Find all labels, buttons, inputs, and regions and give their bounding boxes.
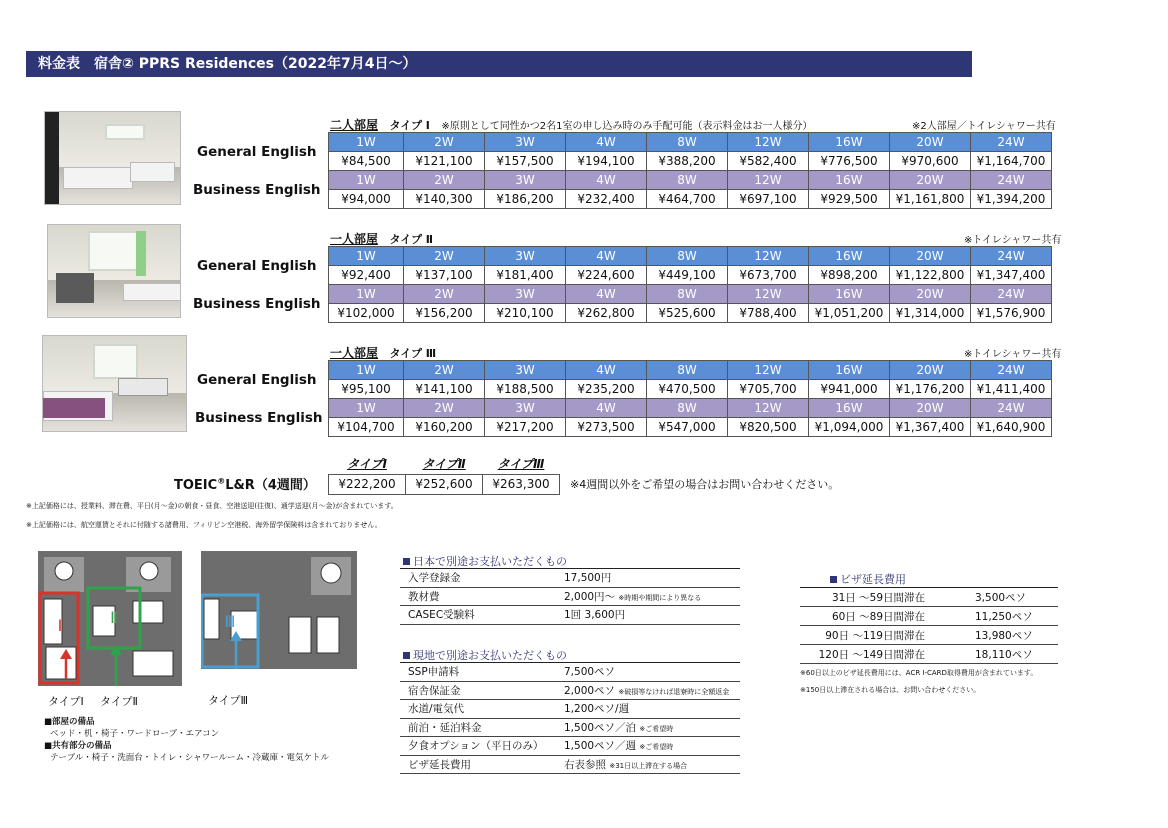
week-header: 24W — [971, 285, 1052, 304]
week-header: 1W — [329, 171, 404, 190]
toeic-price: ¥222,200 — [329, 474, 406, 494]
week-header: 8W — [647, 361, 728, 380]
price-cell: ¥157,500 — [485, 152, 566, 171]
local-fees-table — [400, 662, 740, 774]
week-header: 16W — [809, 171, 890, 190]
price-cell: ¥1,394,200 — [971, 190, 1052, 209]
week-header: 1W — [329, 133, 404, 152]
room-note: ※原則として同性かつ2名1室の申し込み時のみ手配可能（表示料金はお一人様分） — [441, 121, 813, 132]
week-header: 12W — [728, 399, 809, 418]
price-cell: ¥1,347,400 — [971, 266, 1052, 285]
week-header: 4W — [566, 171, 647, 190]
price-cell: ¥929,500 — [809, 190, 890, 209]
week-header: 8W — [647, 285, 728, 304]
toeic-note: ※4週間以外をご希望の場合はお問い合わせください。 — [570, 478, 840, 491]
week-header: 2W — [404, 247, 485, 266]
toeic-table — [328, 454, 560, 495]
price-cell: ¥156,200 — [404, 304, 485, 323]
toeic-type-header: タイプⅢ — [497, 457, 545, 472]
price-cell: ¥92,400 — [329, 266, 404, 285]
price-cell: ¥697,100 — [728, 190, 809, 209]
price-cell: ¥84,500 — [329, 152, 404, 171]
course-label-business: Business English — [193, 182, 321, 198]
price-cell: ¥673,700 — [728, 266, 809, 285]
room-header-type1 — [330, 116, 813, 133]
price-cell: ¥217,200 — [485, 418, 566, 437]
week-header: 1W — [329, 361, 404, 380]
visa-note: ※60日以上のビザ延長費用には、ACR I-CARD取得費用が含まれています。 — [800, 669, 1038, 677]
room-title: 一人部屋 — [330, 346, 379, 360]
price-cell: ¥1,411,400 — [971, 380, 1052, 399]
price-cell: ¥1,094,000 — [809, 418, 890, 437]
price-cell: ¥898,200 — [809, 266, 890, 285]
price-cell: ¥582,400 — [728, 152, 809, 171]
fee-row: 宿舎保証金 2,000ペソ ※破損等なければ退寮時に全額返金 — [400, 681, 740, 700]
price-cell: ¥941,000 — [809, 380, 890, 399]
room-title: 一人部屋 — [330, 232, 379, 246]
room-photo-type1 — [44, 111, 181, 205]
price-cell: ¥262,800 — [566, 304, 647, 323]
visa-row: 120日 ～149日間滞在 18,110ペソ — [800, 645, 1058, 664]
price-table-type1 — [328, 132, 1052, 209]
price-table-type3 — [328, 360, 1052, 437]
week-header: 12W — [728, 133, 809, 152]
week-header: 8W — [647, 171, 728, 190]
week-header: 24W — [971, 247, 1052, 266]
week-header: 1W — [329, 399, 404, 418]
week-header: 2W — [404, 171, 485, 190]
floor-plan-label-type3: タイプⅢ — [208, 694, 249, 707]
toeic-type-header: タイプⅠ — [347, 457, 387, 472]
price-cell: ¥94,000 — [329, 190, 404, 209]
price-cell: ¥140,300 — [404, 190, 485, 209]
visa-row: 90日 ～119日間滞在 13,980ペソ — [800, 626, 1058, 645]
visa-note: ※150日以上滞在される場合は、お問い合わせください。 — [800, 686, 981, 694]
week-header: 12W — [728, 361, 809, 380]
fee-row: 入学登録金 17,500円 — [400, 569, 740, 588]
japan-fees-title: 日本で別途お支払いただくもの — [403, 553, 567, 569]
price-cell: ¥1,176,200 — [890, 380, 971, 399]
room-header-type3 — [330, 344, 444, 361]
shared-equipment-items: テーブル・椅子・洗面台・トイレ・シャワールーム・冷蔵庫・電気ケトル — [50, 753, 329, 763]
week-header: 16W — [809, 285, 890, 304]
price-cell: ¥1,576,900 — [971, 304, 1052, 323]
price-cell: ¥547,000 — [647, 418, 728, 437]
price-cell: ¥525,600 — [647, 304, 728, 323]
page-title: 料金表 宿舎② PPRS Residences（2022年7月4日～） — [26, 51, 972, 77]
price-cell: ¥1,161,800 — [890, 190, 971, 209]
price-cell: ¥188,500 — [485, 380, 566, 399]
price-cell: ¥776,500 — [809, 152, 890, 171]
room-mark-1: Ⅰ — [57, 616, 63, 635]
week-header: 24W — [971, 133, 1052, 152]
room-photo-type3 — [42, 335, 187, 432]
price-cell: ¥388,200 — [647, 152, 728, 171]
visa-fees-title: ビザ延長費用 — [830, 571, 906, 587]
room-equipment-heading: ■部屋の備品 — [44, 717, 95, 727]
week-header: 2W — [404, 133, 485, 152]
week-header: 3W — [485, 247, 566, 266]
price-cell: ¥820,500 — [728, 418, 809, 437]
week-header: 24W — [971, 171, 1052, 190]
week-header: 8W — [647, 133, 728, 152]
price-cell: ¥273,500 — [566, 418, 647, 437]
floor-plan-right — [201, 551, 357, 669]
visa-row: 60日 ～89日間滞在 11,250ペソ — [800, 607, 1058, 626]
price-cell: ¥1,051,200 — [809, 304, 890, 323]
price-table-type2 — [328, 246, 1052, 323]
week-header: 2W — [404, 285, 485, 304]
price-cell: ¥1,122,800 — [890, 266, 971, 285]
week-header: 8W — [647, 247, 728, 266]
room-right-note: ※トイレシャワー共有 — [964, 349, 1062, 360]
price-cell: ¥1,367,400 — [890, 418, 971, 437]
room-right-note: ※トイレシャワー共有 — [964, 235, 1062, 246]
room-mark-2: Ⅱ — [110, 608, 118, 627]
price-cell: ¥194,100 — [566, 152, 647, 171]
price-cell: ¥232,400 — [566, 190, 647, 209]
room-photo-type2 — [47, 224, 181, 318]
week-header: 20W — [890, 285, 971, 304]
fee-row: 夕食オプション（平日のみ） 1,500ペソ／週 ※ご希望時 — [400, 737, 740, 756]
visa-fees-table — [800, 587, 1058, 664]
course-label-general: General English — [197, 258, 317, 274]
toeic-price: ¥252,600 — [406, 474, 483, 494]
price-cell: ¥141,100 — [404, 380, 485, 399]
week-header: 12W — [728, 171, 809, 190]
price-cell: ¥137,100 — [404, 266, 485, 285]
fee-row: SSP申請料 7,500ペソ — [400, 663, 740, 682]
price-cell: ¥464,700 — [647, 190, 728, 209]
week-header: 3W — [485, 399, 566, 418]
week-header: 12W — [728, 247, 809, 266]
room-type: タイプ Ⅰ — [389, 119, 430, 132]
week-header: 20W — [890, 171, 971, 190]
week-header: 4W — [566, 361, 647, 380]
week-header: 16W — [809, 247, 890, 266]
price-cell: ¥95,100 — [329, 380, 404, 399]
week-header: 4W — [566, 133, 647, 152]
room-type: タイプ Ⅲ — [389, 347, 437, 360]
price-cell: ¥181,400 — [485, 266, 566, 285]
course-label-business: Business English — [195, 410, 323, 426]
price-cell: ¥160,200 — [404, 418, 485, 437]
week-header: 16W — [809, 399, 890, 418]
equipment-list — [44, 716, 329, 764]
price-cell: ¥1,640,900 — [971, 418, 1052, 437]
price-cell: ¥1,164,700 — [971, 152, 1052, 171]
room-right-note: ※2人部屋／トイレシャワー共有 — [912, 121, 1056, 132]
fee-row: 前泊・延泊料金 1,500ペソ／泊 ※ご希望時 — [400, 718, 740, 737]
price-cell: ¥104,700 — [329, 418, 404, 437]
week-header: 4W — [566, 285, 647, 304]
room-header-type2 — [330, 230, 441, 247]
room-mark-3: Ⅲ — [224, 612, 236, 631]
price-cell: ¥1,314,000 — [890, 304, 971, 323]
floor-plan-label-type1: タイプⅠ — [48, 695, 84, 708]
week-header: 16W — [809, 361, 890, 380]
fee-row: 水道/電気代 1,200ペソ/週 — [400, 700, 740, 719]
fee-row: ビザ延長費用 右表参照 ※31日以上滞在する場合 — [400, 755, 740, 774]
week-header: 4W — [566, 399, 647, 418]
week-header: 20W — [890, 133, 971, 152]
footnote-excluded: ※上記価格には、航空運賃とそれに付随する諸費用、フィリピン空港税、海外留学保険料は含まれておりません。 — [26, 521, 382, 529]
price-cell: ¥470,500 — [647, 380, 728, 399]
local-fees-title: 現地で別途お支払いただくもの — [403, 647, 567, 663]
week-header: 20W — [890, 399, 971, 418]
week-header: 24W — [971, 399, 1052, 418]
room-equipment-items: ベッド・机・椅子・ワードローブ・エアコン — [50, 729, 220, 739]
visa-row: 31日 ～59日間滞在 3,500ペソ — [800, 588, 1058, 607]
week-header: 3W — [485, 133, 566, 152]
week-header: 20W — [890, 247, 971, 266]
week-header: 1W — [329, 285, 404, 304]
price-cell: ¥970,600 — [890, 152, 971, 171]
price-cell: ¥186,200 — [485, 190, 566, 209]
week-header: 12W — [728, 285, 809, 304]
week-header: 24W — [971, 361, 1052, 380]
week-header: 3W — [485, 285, 566, 304]
week-header: 3W — [485, 171, 566, 190]
week-header: 16W — [809, 133, 890, 152]
week-header: 3W — [485, 361, 566, 380]
toeic-label: TOEIC®L&R（4週間） — [174, 476, 316, 493]
week-header: 4W — [566, 247, 647, 266]
course-label-business: Business English — [193, 296, 321, 312]
fee-row: CASEC受験料 1回 3,600円 — [400, 606, 740, 625]
week-header: 20W — [890, 361, 971, 380]
footnote-included: ※上記価格には、授業料、滞在費、平日(月～金)の朝食・昼食、空港送迎(往復)、通学送迎(月～金)が含まれています。 — [26, 502, 398, 510]
price-cell: ¥210,100 — [485, 304, 566, 323]
fee-row: 教材費 2,000円～ ※時期や期間により異なる — [400, 587, 740, 606]
price-cell: ¥235,200 — [566, 380, 647, 399]
floor-plan-left — [38, 551, 182, 686]
price-cell: ¥705,700 — [728, 380, 809, 399]
course-label-general: General English — [197, 144, 317, 160]
price-cell: ¥788,400 — [728, 304, 809, 323]
room-type: タイプ Ⅱ — [389, 233, 434, 246]
price-cell: ¥121,100 — [404, 152, 485, 171]
price-cell: ¥449,100 — [647, 266, 728, 285]
week-header: 8W — [647, 399, 728, 418]
japan-fees-table — [400, 568, 740, 625]
room-title: 二人部屋 — [330, 118, 379, 132]
toeic-type-header: タイプⅡ — [422, 457, 466, 472]
week-header: 1W — [329, 247, 404, 266]
price-cell: ¥224,600 — [566, 266, 647, 285]
course-label-general: General English — [197, 372, 317, 388]
shared-equipment-heading: ■共有部分の備品 — [44, 741, 112, 751]
week-header: 2W — [404, 361, 485, 380]
week-header: 2W — [404, 399, 485, 418]
floor-plan-label-type2: タイプⅡ — [100, 695, 138, 708]
toeic-price: ¥263,300 — [483, 474, 560, 494]
price-cell: ¥102,000 — [329, 304, 404, 323]
